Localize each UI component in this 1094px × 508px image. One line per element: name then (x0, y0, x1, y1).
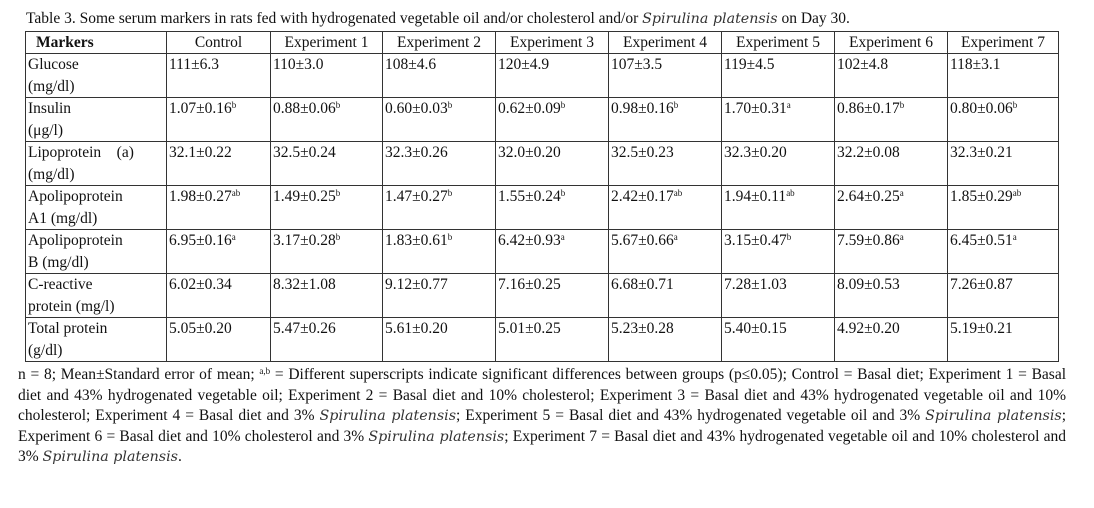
cell-value: 32.3±0.26 (385, 144, 448, 161)
cell-value: 6.45±0.51 (950, 232, 1013, 249)
value-cell (383, 274, 496, 318)
marker-label-cell (26, 274, 167, 318)
cell-value: 1.94±0.11 (724, 188, 787, 205)
marker-name: Apolipoprotein (28, 232, 123, 249)
cell-value: 32.5±0.24 (273, 144, 336, 161)
value-cell (496, 230, 609, 274)
cell-value: 108±4.6 (385, 56, 437, 73)
cell-superscript: b (447, 188, 453, 198)
cell-superscript: a (786, 100, 791, 110)
notes-species-4: Spirulina platensis (42, 449, 178, 465)
value-cell (722, 54, 835, 98)
cell-superscript: b (335, 232, 341, 242)
cell-superscript: b (673, 100, 679, 110)
value-cell (609, 142, 722, 186)
value-cell (496, 318, 609, 362)
value-cell (835, 230, 948, 274)
cell-value: 1.49±0.25 (273, 188, 336, 205)
cell-value: 118±3.1 (950, 56, 1001, 73)
cell-value: 0.62±0.09 (498, 100, 561, 117)
cell-value: 110±3.0 (273, 56, 324, 73)
column-header-experiment-6: Experiment 6 (835, 32, 948, 54)
marker-unit: (μg/l) (28, 121, 63, 139)
column-header-experiment-4: Experiment 4 (609, 32, 722, 54)
cell-value: 8.09±0.53 (837, 276, 900, 293)
cell-value: 0.98±0.16 (611, 100, 674, 117)
cell-superscript: a (899, 232, 904, 242)
cell-value: 32.3±0.20 (724, 144, 787, 161)
value-cell (271, 186, 383, 230)
value-cell (167, 142, 271, 186)
marker-name: Apolipoprotein (28, 188, 123, 205)
header-row (26, 32, 1059, 54)
notes-n: n = 8; Mean±Standard error of mean; (18, 366, 260, 383)
cell-value: 0.80±0.06 (950, 100, 1013, 117)
marker-label-cell (26, 230, 167, 274)
cell-superscript: b (447, 232, 453, 242)
value-cell (835, 186, 948, 230)
value-cell (271, 274, 383, 318)
value-cell (271, 318, 383, 362)
marker-label-cell (26, 318, 167, 362)
cell-value: 5.40±0.15 (724, 320, 787, 337)
cell-superscript: ab (1012, 188, 1022, 198)
value-cell (383, 318, 496, 362)
marker-unit: (mg/dl) (28, 77, 75, 95)
value-cell (167, 230, 271, 274)
cell-value: 107±3.5 (611, 56, 663, 73)
value-cell (835, 98, 948, 142)
caption-species: Spirulina platensis (642, 11, 778, 27)
cell-value: 32.1±0.22 (169, 144, 232, 161)
cell-superscript: b (786, 232, 792, 242)
table-row (26, 142, 1059, 186)
value-cell (496, 186, 609, 230)
cell-superscript: ab (673, 188, 683, 198)
value-cell (948, 318, 1059, 362)
cell-value: 7.16±0.25 (498, 276, 561, 293)
cell-value: 7.26±0.87 (950, 276, 1013, 293)
value-cell (722, 142, 835, 186)
cell-superscript: b (335, 100, 341, 110)
marker-name: Total protein (28, 320, 108, 337)
cell-value: 1.55±0.24 (498, 188, 561, 205)
cell-value: 0.88±0.06 (273, 100, 336, 117)
column-header-experiment-3: Experiment 3 (496, 32, 609, 54)
marker-unit: protein (mg/l) (28, 297, 115, 315)
value-cell (948, 230, 1059, 274)
cell-value: 1.47±0.27 (385, 188, 448, 205)
cell-value: 1.07±0.16 (169, 100, 232, 117)
notes-species-1: Spirulina platensis (319, 408, 457, 424)
cell-value: 1.98±0.27 (169, 188, 232, 205)
column-header-experiment-7: Experiment 7 (948, 32, 1059, 54)
marker-label-cell (26, 54, 167, 98)
value-cell (271, 54, 383, 98)
marker-label-cell (26, 98, 167, 142)
cell-value: 111±6.3 (169, 56, 219, 73)
cell-value: 5.61±0.20 (385, 320, 448, 337)
table-row (26, 274, 1059, 318)
value-cell (835, 54, 948, 98)
cell-value: 2.64±0.25 (837, 188, 900, 205)
cell-value: 5.67±0.66 (611, 232, 674, 249)
cell-value: 120±4.9 (498, 56, 550, 73)
cell-value: 5.19±0.21 (950, 320, 1013, 337)
notes-part2: ; Experiment 5 = Basal diet and 43% hydrogenated vegetable oil and 3% (456, 407, 926, 424)
value-cell (383, 230, 496, 274)
column-header-experiment-5: Experiment 5 (722, 32, 835, 54)
marker-name: Glucose (28, 56, 79, 73)
cell-superscript: b (335, 188, 341, 198)
cell-value: 9.12±0.77 (385, 276, 448, 293)
notes-species-3: Spirulina platensis (368, 428, 505, 445)
table-notes (18, 365, 1066, 468)
cell-superscript: ab (231, 188, 241, 198)
cell-value: 0.86±0.17 (837, 100, 900, 117)
cell-value: 32.3±0.21 (950, 144, 1013, 161)
cell-superscript: b (231, 100, 237, 110)
cell-superscript: ab (786, 188, 795, 198)
caption-prefix: Table 3. Some serum markers in rats fed with hydrogenated vegetable oil and/or cholesterol and/or (26, 10, 643, 27)
marker-unit: A1 (mg/dl) (28, 209, 98, 227)
value-cell (496, 142, 609, 186)
value-cell (948, 98, 1059, 142)
value-cell (722, 186, 835, 230)
serum-markers-table (25, 31, 1059, 362)
cell-value: 3.17±0.28 (273, 232, 336, 249)
marker-unit: B (mg/dl) (28, 253, 89, 271)
cell-value: 6.68±0.71 (611, 276, 674, 293)
cell-superscript: b (560, 100, 566, 110)
cell-superscript: b (560, 188, 566, 198)
value-cell (948, 142, 1059, 186)
cell-value: 2.42±0.17 (611, 188, 674, 205)
cell-value: 4.92±0.20 (837, 320, 900, 337)
notes-part4: ; Experiment 7 = Basal diet and 43% hydrogenated vegetable oil and 10% cholesterol and 3% (18, 427, 1066, 465)
value-cell (167, 274, 271, 318)
cell-value: 5.23±0.28 (611, 320, 674, 337)
value-cell (948, 186, 1059, 230)
cell-value: 6.95±0.16 (169, 232, 232, 249)
value-cell (722, 98, 835, 142)
cell-value: 0.60±0.03 (385, 100, 448, 117)
column-header-control: Control (167, 32, 271, 54)
cell-value: 1.83±0.61 (385, 232, 448, 249)
value-cell (496, 54, 609, 98)
value-cell (835, 274, 948, 318)
value-cell (722, 318, 835, 362)
marker-name: C-reactive (28, 276, 93, 293)
value-cell (496, 274, 609, 318)
notes-superscript: a,b (259, 366, 271, 376)
table-row (26, 318, 1059, 362)
cell-value: 5.05±0.20 (169, 320, 232, 337)
value-cell (383, 54, 496, 98)
caption-suffix: on Day 30. (777, 10, 850, 27)
cell-superscript: a (673, 232, 678, 242)
marker-name: Lipoprotein (a) (28, 144, 134, 161)
value-cell (609, 98, 722, 142)
value-cell (609, 318, 722, 362)
value-cell (271, 230, 383, 274)
value-cell (609, 54, 722, 98)
cell-superscript: b (447, 100, 453, 110)
value-cell (496, 98, 609, 142)
cell-value: 119±4.5 (724, 56, 775, 73)
cell-superscript: a (560, 232, 565, 242)
cell-value: 5.01±0.25 (498, 320, 561, 337)
column-header-experiment-2: Experiment 2 (383, 32, 496, 54)
value-cell (948, 274, 1059, 318)
value-cell (167, 318, 271, 362)
cell-superscript: b (899, 100, 905, 110)
cell-value: 1.70±0.31 (724, 100, 787, 117)
value-cell (167, 98, 271, 142)
value-cell (835, 318, 948, 362)
value-cell (609, 230, 722, 274)
cell-superscript: b (1012, 100, 1018, 110)
marker-unit: (mg/dl) (28, 165, 75, 183)
value-cell (835, 142, 948, 186)
notes-part1: = Different superscripts indicate significant differences between groups (p≤0.05); Control = Basal diet; Experiment 1 = Basal diet and 43% hydrogenated vegetable oil; Experiment 2 = Basal diet and 10% cholesterol; Experiment 3 = Basal diet and 43% hydrogenated vegetable oil and 10% cholesterol; Experiment 4 = Basal diet and 3% (18, 366, 1066, 424)
value-cell (722, 230, 835, 274)
marker-unit: (g/dl) (28, 341, 63, 359)
cell-value: 8.32±1.08 (273, 276, 336, 293)
cell-value: 6.02±0.34 (169, 276, 232, 293)
cell-value: 102±4.8 (837, 56, 889, 73)
column-header-experiment-1: Experiment 1 (271, 32, 383, 54)
cell-value: 7.28±1.03 (724, 276, 787, 293)
cell-value: 6.42±0.93 (498, 232, 561, 249)
table-row (26, 98, 1059, 142)
cell-value: 7.59±0.86 (837, 232, 900, 249)
column-header-markers: Markers (26, 32, 167, 54)
marker-label-cell (26, 186, 167, 230)
value-cell (167, 54, 271, 98)
table-body (26, 54, 1059, 362)
value-cell (722, 274, 835, 318)
notes-part3: ; Experiment 6 = Basal diet and 10% cholesterol and 3% (18, 407, 1067, 445)
value-cell (383, 98, 496, 142)
cell-value: 32.2±0.08 (837, 144, 900, 161)
cell-value: 5.47±0.26 (273, 320, 336, 337)
cell-value: 32.0±0.20 (498, 144, 561, 161)
cell-superscript: a (231, 232, 236, 242)
notes-end: . (178, 448, 182, 465)
cell-superscript: a (1012, 232, 1017, 242)
value-cell (383, 186, 496, 230)
value-cell (609, 274, 722, 318)
table-caption (26, 9, 1086, 29)
value-cell (383, 142, 496, 186)
cell-value: 32.5±0.23 (611, 144, 674, 161)
value-cell (167, 186, 271, 230)
value-cell (271, 142, 383, 186)
value-cell (271, 98, 383, 142)
cell-value: 1.85±0.29 (950, 188, 1013, 205)
table-row (26, 186, 1059, 230)
table-row (26, 54, 1059, 98)
table-row (26, 230, 1059, 274)
notes-species-2: Spirulina platensis (925, 408, 1062, 424)
cell-superscript: a (899, 188, 904, 198)
marker-label-cell (26, 142, 167, 186)
value-cell (948, 54, 1059, 98)
marker-name: Insulin (28, 100, 72, 117)
cell-value: 3.15±0.47 (724, 232, 787, 249)
value-cell (609, 186, 722, 230)
